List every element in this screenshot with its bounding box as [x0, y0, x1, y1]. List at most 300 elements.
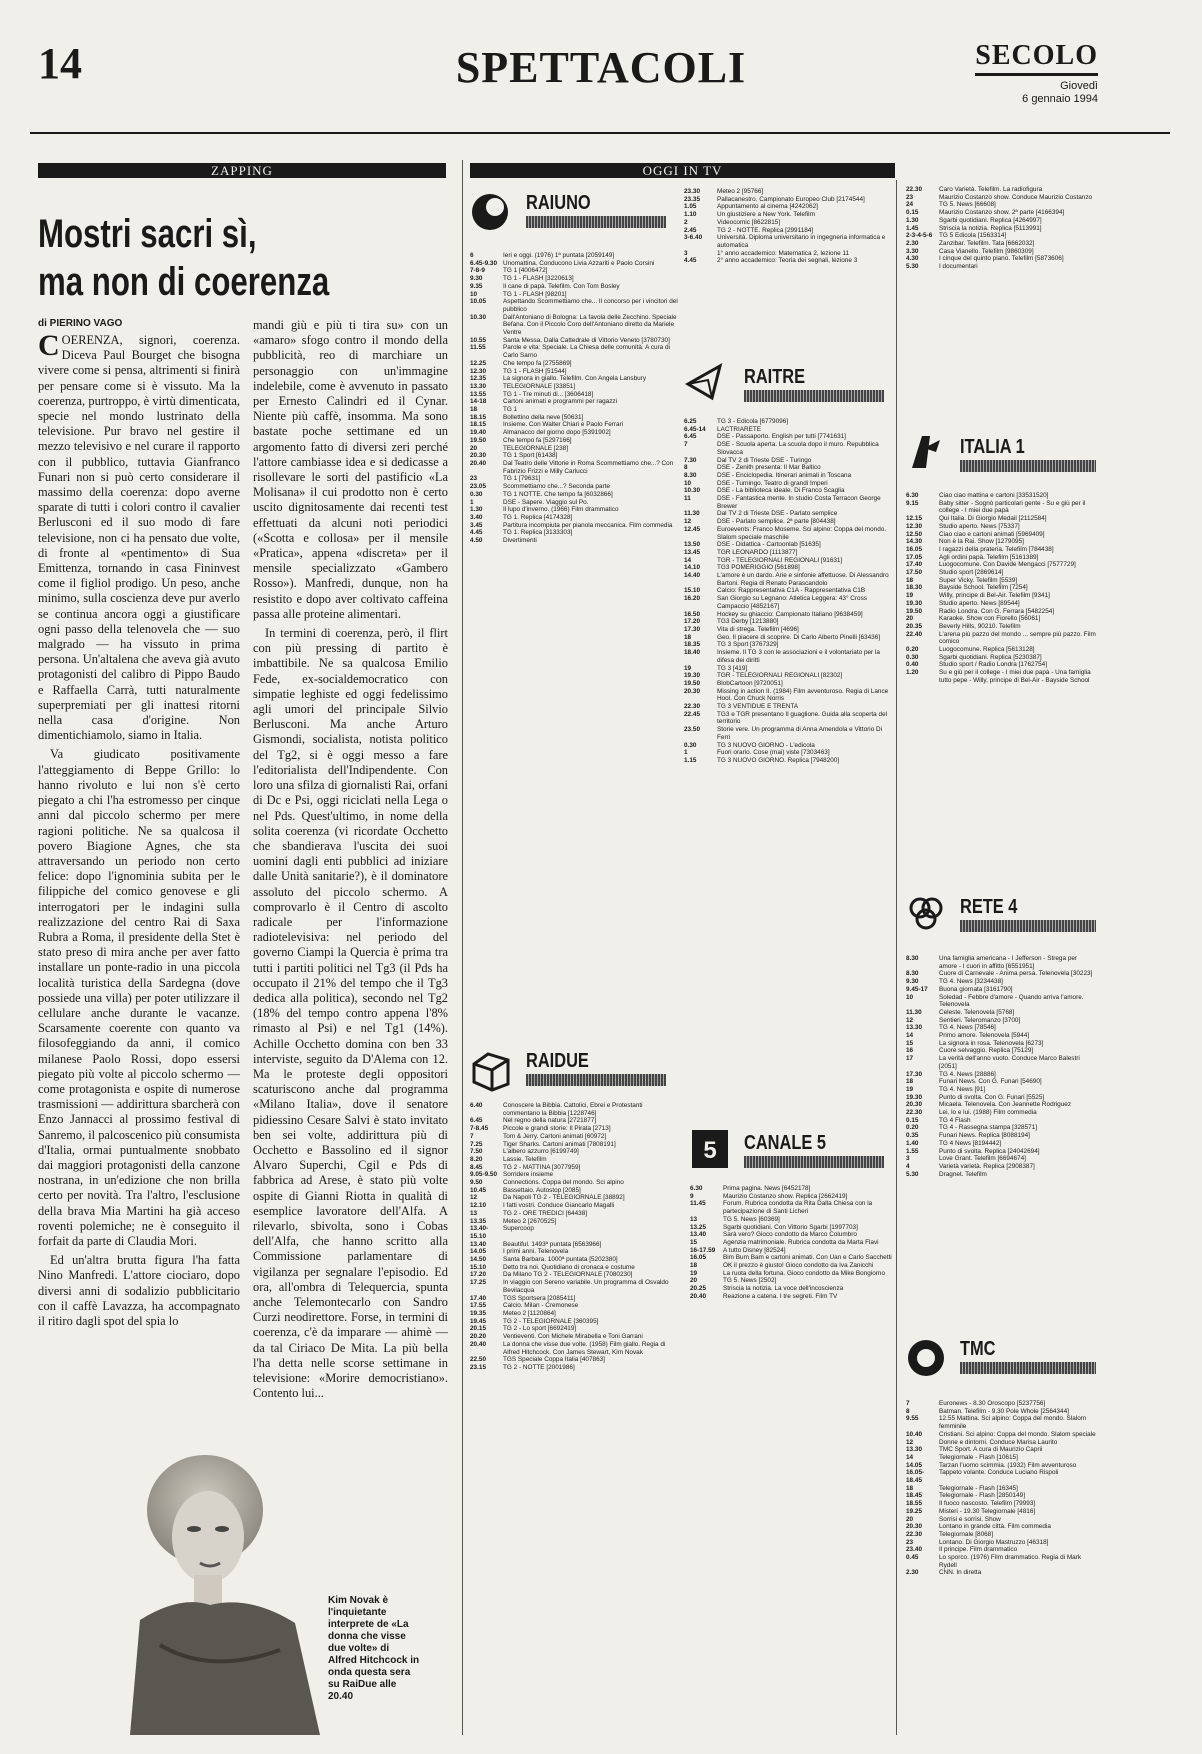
listing-time: 18.30: [906, 584, 922, 592]
listing-program: Funari News. Replica [8088194]: [939, 1132, 1030, 1140]
listing-program: TG 1: [503, 406, 518, 414]
listing-program: Vita di strega. Telefilm [4696]: [717, 625, 799, 633]
listing-entry: [684, 211, 892, 219]
listing-time: 16.20: [684, 595, 700, 603]
listing-entry: [684, 257, 892, 265]
listing-entry: [470, 1333, 680, 1341]
listing-program: I primi anni. Telenovela: [503, 1248, 569, 1256]
listing-program: Telegiornale - Flash [2850149]: [939, 1492, 1025, 1500]
listing-entry: [684, 641, 892, 649]
listing-time: 2: [684, 218, 688, 226]
listing-entry: [470, 429, 680, 437]
listing-entry: [690, 1277, 892, 1285]
listing-program: TG3 e TGR presentano Il guaglione. Guida alla scoperta del territorio: [717, 710, 888, 726]
listing-time: 6.45: [470, 1117, 483, 1125]
listing-program: TGR LEONARDO [1113877]: [717, 548, 798, 556]
listing-entry: [690, 1247, 892, 1255]
listing-entry: [470, 360, 680, 368]
listing-time: 20.30: [470, 452, 486, 460]
listing-time: 10.30: [684, 487, 700, 495]
listing-program: Tappeto volante. Conduce Luciano Rispoli: [939, 1469, 1059, 1477]
listing-entry: [906, 1462, 1096, 1470]
italia1-logo-icon: [906, 430, 946, 472]
listing-time: 16.05-18.45: [906, 1469, 925, 1485]
listing-entry: [684, 618, 892, 626]
listing-entry: [906, 1516, 1096, 1524]
tmc-title: TMC: [960, 1338, 996, 1360]
listing-program: Parole e vita: Speciale. La Chiesa delle comunità. A cura di Carlo Sarno: [503, 344, 670, 360]
listing-entry: [684, 626, 892, 634]
paragraph: mandi giù e più ti tira su» con un «amaro» sfogo contro il mondo della pubblicità, reo di marchiare un personaggio con un'immagine indelebile, come è avvenuto in passato per Ernesto Calindri ed il Cynar. Niente più caffè, insomma. Ma sono bastate poche settimane ed un argomento fatto di diversi zeri perché l'attore cambiasse idea e si dedicasse a risollevare le sorti del pastificio «La Molisana» il cui prodotto non è certo uscito dignitosamente dai recenti test effettuati da alcuni noti periodici («Scotta e collosa» per il mensile «Pratica», appena «discreta» per il mensile specializzato «Gambero Rosso»). Manfredi, dunque, non ha resistito e dopo aver coltivato caffeina passa alle proteine alimentari.: [253, 318, 448, 621]
listing-program: Dal TV 2 di Trieste DSE - Turingo: [717, 456, 812, 464]
listing-entry: [470, 1241, 680, 1249]
listing-entry: [906, 608, 1096, 616]
listing-time: 23: [906, 1538, 914, 1546]
listing-entry: [906, 186, 1096, 194]
listing-entry: [684, 541, 892, 549]
listing-entry: [906, 986, 1096, 994]
listing-entry: [906, 661, 1096, 669]
listing-program: TG 5. News [2502]: [723, 1277, 777, 1285]
listing-entry: [906, 584, 1096, 592]
listing-entry: [906, 994, 1096, 1009]
italia1-title: ITALIA 1: [960, 436, 1025, 458]
listing-program: Maurizio Costanzo show. 2ª parte [4166394]: [939, 209, 1065, 217]
listing-time: 17.30: [906, 1070, 922, 1078]
listing-entry: [470, 1271, 680, 1279]
listing-entry: [470, 1264, 680, 1272]
listing-program: OK il prezzo è giusto! Gioco condotto da Iva Zanicchi: [723, 1262, 874, 1270]
listing-program: DSE - Fantastica mente. In studio Costa Terracon George Brewer: [717, 495, 881, 510]
listing-entry: [906, 1132, 1096, 1140]
listing-program: Striscia la notizia. Replica [5113991]: [939, 224, 1042, 232]
listing-entry: [684, 557, 892, 565]
listing-time: 0.35: [906, 1132, 919, 1140]
listing-time: 19: [690, 1269, 698, 1277]
listing-program: Beverly Hills, 90210. Telefilm: [939, 622, 1021, 630]
listing-entry: [684, 203, 892, 211]
listing-time: 9.55: [906, 1415, 919, 1423]
listing-program: Micaela. Telenovela. Con Jeannette Rodriguez: [939, 1101, 1072, 1109]
listing-time: 16-17.59: [690, 1246, 716, 1254]
listing-program: Batman. Telefilm - 9.30 Pole Whole [2564344]: [939, 1407, 1069, 1415]
listing-entry: [470, 406, 680, 414]
listing-entry: [906, 546, 1096, 554]
listing-program: Donne e dintorni. Conduce Marisa Laurito: [939, 1438, 1058, 1446]
paragraph: Va giudicato positivamente l'atteggiamento di Beppe Grillo: lo hanno rivoluto e lui non s'è certo piegato a chi l'ha estromesso per cinque anni dal piccolo schermo per mere ragioni politiche. Ne sa qualcosa il povero Biagione Agnes, che sta attraversando un periodo non certo felice: dopo l'ignominia subita per le filippiche del comico genovese e gli interrogatori per le indagini sulla realizzazione del centro Rai di Saxa Rubra a Roma, il presidente della Stet è stato preso di mira anche per aver fatto installare un ponte-radio in una piccola località turistica della Sardegna (dove possiede una villa) per poter utilizzare il cellulare anche durante le vacanze. Scarsamente coerente con quanto va filosofeggiando da anni, il comico milanese Paolo Rossi, dopo essersi piegato più volte al piccolo schermo — come protagonista e ospite di numerose trasmissioni — addirittura sbarcherà con Enzo Jannacci al prossimo festival di Sanremo, il palcoscenico più consumista d'Italia, ormai puntualmente snobbato dai maggiori protagonisti della canzone nostrana, in un'edizione che non brilla certo per novità. Tra l'altro, l'esclusione della brava Mia Martini ha già acceso roventi polemiche; ne è conseguito il forfait da parte di Claudia Mori.: [38, 747, 240, 1248]
listing-time: 7-8-9: [470, 267, 485, 275]
listing-entry: [684, 464, 892, 472]
raidue-list: [470, 1102, 680, 1732]
section-title: SPETTACOLI: [455, 43, 747, 92]
listing-entry: [684, 433, 892, 441]
listing-program: BlobCartoon [9720051]: [717, 679, 783, 687]
listing-entry: [470, 1148, 680, 1156]
listing-program: Sorridere insieme: [503, 1171, 554, 1179]
raiuno-header: [470, 192, 591, 237]
listing-entry: [690, 1239, 892, 1247]
canale5-list: [690, 1185, 892, 1735]
listing-program: Love Grant. Telefilm [6694674]: [939, 1155, 1026, 1163]
listing-time: 11: [684, 495, 691, 503]
canale5-logo-icon: [690, 1128, 730, 1170]
listing-time: 0.30: [906, 653, 919, 661]
listing-program: Forum. Rubrica condotta da Rita Dalla Chiesa con la partecipazione di Santi Licheri: [723, 1200, 873, 1216]
listing-program: TG 2 - NOTTE. Replica [2991184]: [717, 226, 814, 234]
listing-program: San Giorgio su Legnano: Atletica Leggera: 43° Cross Campaccio [4852167]: [717, 595, 867, 610]
listing-time: 23.30: [684, 188, 700, 195]
listing-program: Soledad - Febbre d'amore - Quando arriva l'amore. Telenovela: [939, 993, 1084, 1009]
listing-program: LACTRIARETE: [717, 425, 762, 433]
listing-entry: [470, 1341, 680, 1356]
listing-program: TELEGIORNALE [33851]: [503, 382, 576, 390]
listing-time: 3.40: [470, 513, 483, 521]
listing-entry: [470, 1225, 680, 1240]
raitre-logo-icon: [684, 362, 724, 402]
raiuno-list: [470, 252, 680, 652]
listing-entry: [470, 314, 680, 337]
listing-program: 1° anno accademico: Matematica 2, lezione 11: [717, 249, 850, 257]
listing-time: 3.45: [470, 521, 483, 529]
listing-entry: [906, 1047, 1096, 1055]
listing-program: DSE - Passaporto. English per tutti [7741631]: [717, 433, 846, 441]
listing-entry: [906, 248, 1096, 256]
listing-time: 18.40: [684, 649, 700, 657]
listing-time: 18: [684, 633, 692, 641]
listing-time: 19.30: [684, 672, 700, 680]
listing-program: TG 4 News [8194442]: [939, 1139, 1002, 1147]
tmc-list: [906, 1400, 1096, 1735]
listing-time: 23.40: [906, 1546, 922, 1554]
listing-entry: [470, 499, 680, 507]
canale5-late-list: [906, 186, 1096, 412]
listing-entry: [470, 460, 680, 475]
listing-program: TG 4 - Rassegna stampa [328571]: [939, 1124, 1038, 1132]
listing-entry: [906, 1454, 1096, 1462]
listing-program: Celeste. Telenovela [5768]: [939, 1008, 1015, 1016]
listing-program: Sgarbi quotidiani. Replica [5230387]: [939, 653, 1042, 661]
listing-time: 18.15: [470, 421, 486, 429]
listing-entry: [684, 665, 892, 673]
listing-time: 12.25: [470, 359, 486, 367]
listing-time: 3-6.40: [684, 234, 703, 242]
listing-entry: [906, 1078, 1096, 1086]
listing-time: 14-18: [470, 398, 487, 406]
listing-time: 8.45: [470, 1163, 483, 1171]
listing-time: 10: [906, 993, 914, 1001]
listing-program: TG 2 - NOTTE [2001986]: [503, 1363, 575, 1371]
listing-program: Maurizio Costanzo show. Conduce Maurizio Costanzo: [939, 193, 1093, 201]
kim-novak-photo: [120, 1445, 330, 1735]
listing-entry: [470, 1141, 680, 1149]
listing-entry: [690, 1293, 892, 1301]
listing-time: 0.45: [906, 1554, 919, 1562]
listing-program: Unomattina. Conducono Livia Azzariti e Paolo Corsini: [503, 259, 655, 267]
listing-program: Fuori orario. Cose (mai) viste [7303463]: [717, 749, 830, 757]
listing-entry: [470, 1279, 680, 1294]
listing-program: Agli ordini papà. Telefilm [5161389]: [939, 553, 1039, 561]
listing-time: 23.50: [684, 726, 700, 734]
listing-time: 20.40: [470, 1340, 486, 1348]
listing-program: Tom & Jerry. Cartoni animati [60972]: [503, 1132, 607, 1140]
listing-time: 14: [906, 1453, 914, 1461]
listing-time: 24: [906, 201, 914, 209]
headline: [38, 210, 366, 306]
listing-time: 20: [470, 444, 478, 452]
raidue-title: RAIDUE: [526, 1050, 589, 1072]
listing-entry: [684, 749, 892, 757]
listing-program: Casa Vianello. Telefilm [9860309]: [939, 247, 1034, 255]
listing-program: TG 4. News [91]: [939, 1085, 986, 1093]
listing-entry: [470, 1325, 680, 1333]
listing-entry: [470, 1125, 680, 1133]
listing-program: TELEGIORNALE [238]: [503, 444, 568, 452]
listing-time: 9.30: [470, 275, 483, 283]
listing-time: 8.20: [470, 1155, 483, 1163]
listing-entry: [684, 572, 892, 587]
listing-program: 2° anno accademico: Teoria dei segnali, lezione 3: [717, 257, 858, 265]
tmc-header: [906, 1338, 996, 1383]
listing-entry: [470, 421, 680, 429]
listing-time: 20: [906, 615, 914, 623]
listing-time: 12.30: [470, 367, 486, 375]
masthead: [975, 40, 1098, 106]
listing-program: TG 3 [419]: [717, 664, 748, 672]
listing-program: Un giustiziere a New York. Telefilm: [717, 211, 815, 219]
listing-program: Dal TV 2 di Trieste DSE - Parlato semplice: [717, 510, 838, 518]
listing-entry: [684, 549, 892, 557]
listing-program: TG3 Derby [1213880]: [717, 618, 779, 626]
listing-entry: [684, 426, 892, 434]
listing-entry: [906, 515, 1096, 523]
listing-program: Cuore di Carnevale - Anima persa. Telenovela [30223]: [939, 970, 1093, 978]
listing-entry: [470, 1302, 680, 1310]
listing-program: TG 1. Replica [3133303]: [503, 529, 573, 537]
listing-program: Primo amore. Telenovela [5944]: [939, 1032, 1030, 1040]
listing-time: 7: [906, 1400, 910, 1407]
listing-program: TG 3 - Edicola [6779096]: [717, 418, 789, 425]
listing-program: DSE - Parlato semplice. 2ª parte [804438]: [717, 518, 836, 526]
listing-entry: [906, 970, 1096, 978]
listing-entry: [470, 1179, 680, 1187]
listing-time: 12.45: [684, 525, 700, 533]
listing-entry: [906, 1569, 1096, 1577]
listing-time: 22.30: [906, 1109, 922, 1117]
listing-time: 19: [684, 664, 692, 672]
listing-time: 14: [684, 556, 692, 564]
listing-program: CNN. In diretta: [939, 1569, 982, 1577]
listing-entry: [690, 1231, 892, 1239]
listing-entry: [906, 225, 1096, 233]
listing-entry: [470, 1102, 680, 1117]
listing-time: 0.15: [906, 1116, 919, 1124]
listing-program: DSE - Zenith presenta: Il Mar Baltico: [717, 464, 821, 472]
listing-time: 0.40: [906, 661, 919, 669]
listing-time: 17.55: [470, 1302, 486, 1310]
listing-program: Cuore selvaggio. Replica [75129]: [939, 1047, 1034, 1055]
listing-program: Agenzia matrimoniale. Rubrica condotta da Marta Flavi: [723, 1238, 879, 1246]
listing-time: 15.10: [470, 1263, 486, 1271]
article-column-2: [253, 318, 448, 1433]
listing-time: 1: [470, 498, 474, 506]
listing-entry: [906, 1523, 1096, 1531]
listing-time: 20: [906, 1515, 914, 1523]
listing-program: Connections. Coppa del mondo. Sci alpino: [503, 1179, 624, 1187]
listing-program: Luogocomune. Replica [5613128]: [939, 646, 1035, 654]
listing-time: 4.45: [684, 257, 697, 265]
raidue-logo-icon: [470, 1050, 512, 1092]
listing-program: Zanzibar. Telefilm. Tata [6662032]: [939, 239, 1035, 247]
listing-program: DSE - Didattica - Cartoonlab [51635]: [717, 541, 821, 549]
listing-time: 9: [690, 1192, 694, 1200]
listing-time: 6.25: [684, 418, 697, 425]
listing-time: 14.05: [906, 1461, 922, 1469]
listing-program: Videocomic [8622815]: [717, 218, 781, 226]
listing-time: 10: [470, 290, 478, 298]
listing-program: Bollettino della neve [50631]: [503, 413, 584, 421]
listing-program: La verità dell'anno vuoto. Conduce Marco Balestri [2051]: [939, 1055, 1080, 1070]
listing-time: 20.40: [470, 459, 486, 467]
listing-program: TGS Sportsera [2085411]: [503, 1294, 576, 1302]
listing-entry: [906, 194, 1096, 202]
listing-entry: [906, 561, 1096, 569]
listing-time: 1.30: [470, 506, 483, 514]
listing-time: 7: [470, 1132, 474, 1140]
listing-entry: [470, 1218, 680, 1226]
listing-time: 20.25: [690, 1285, 706, 1293]
listing-entry: [470, 1117, 680, 1125]
listing-time: 7-8.45: [470, 1125, 489, 1133]
listing-time: 11.55: [470, 344, 486, 352]
raiuno-logo-icon: [470, 192, 510, 232]
listing-time: 23.05: [470, 483, 486, 491]
listing-time: 5.30: [906, 263, 919, 271]
listing-program: Hockey su ghiaccio: Campionato Italiano [9638459]: [717, 610, 863, 618]
listing-program: Almanacco del giorno dopo [5391902]: [503, 429, 611, 437]
listing-program: Dal Teatro delle Vittorie in Roma Scommettiamo che...? Con Fabrizio Frizzi e Milly Carlucci: [503, 459, 674, 475]
listing-program: Misteri - 19.30 Telegiornale [4816]: [939, 1507, 1036, 1515]
listing-entry: [470, 514, 680, 522]
listing-program: La ruota della fortuna. Gioco condotto da Mike Bongiorno: [723, 1269, 886, 1277]
listing-entry: [684, 518, 892, 526]
listing-entry: [684, 480, 892, 488]
listing-program: Telegiornale [8068]: [939, 1530, 994, 1538]
listing-program: Funari News. Con G. Funari [54690]: [939, 1078, 1042, 1086]
listing-entry: [470, 291, 680, 299]
listing-program: Pallacanestro. Campionato Europeo Club [2174544]: [717, 195, 865, 203]
listing-entry: [470, 414, 680, 422]
listing-program: Storie vere. Un programma di Anna Amendola e Vittorio Di Ferri: [717, 726, 883, 741]
listing-entry: [906, 1492, 1096, 1500]
listing-entry: [470, 506, 680, 514]
listing-entry: [906, 1109, 1096, 1117]
listing-entry: [684, 487, 892, 495]
listing-time: 15: [906, 1039, 914, 1047]
listing-program: Sarà vero? Gioco condotto da Marco Columbro: [723, 1231, 857, 1239]
listing-program: Supercoop: [503, 1225, 534, 1233]
listing-program: Non è la Rai. Show [1279095]: [939, 538, 1024, 546]
listing-time: 18: [906, 576, 914, 584]
listing-entry: [906, 1469, 1096, 1484]
listing-entry: [470, 1310, 680, 1318]
listing-program: Studio sport [2869614]: [939, 569, 1004, 577]
byline: di PIERINO VAGO: [38, 318, 123, 329]
listing-time: 6.30: [690, 1185, 703, 1192]
listing-time: 9.05-9.50: [470, 1171, 498, 1179]
listing-program: TG 1 [79631]: [503, 475, 541, 483]
listing-program: Prima pagina. News [6452178]: [723, 1185, 811, 1192]
listing-program: Lassie. Telefilm: [503, 1155, 547, 1163]
listing-entry: [470, 337, 680, 345]
listing-entry: [906, 255, 1096, 263]
listing-program: Missing in action II. (1984) Film avventuroso. Regia di Lance Hool. Con Chuck Norris: [717, 687, 889, 703]
listing-program: Geo. Il piacere di scoprire. Di Carlo Alberto Pinelli [63436]: [717, 633, 881, 641]
listing-entry: [684, 680, 892, 688]
listing-program: Meteo 2 [1120864]: [503, 1309, 556, 1317]
listing-entry: [906, 1124, 1096, 1132]
listing-entry: [470, 1248, 680, 1256]
listing-time: 1.45: [906, 224, 919, 232]
listing-entry: [470, 1295, 680, 1303]
listing-time: 6.40: [470, 1102, 483, 1109]
listing-time: 14.40: [684, 572, 700, 580]
listing-program: TG 1 [4006472]: [503, 267, 548, 275]
listing-program: DSE - Turningo. Teatro di grandi Imperi: [717, 479, 828, 487]
listing-program: TG 2 - ORE TREDICI [64438]: [503, 1209, 588, 1217]
listing-time: 22.30: [684, 703, 700, 711]
listing-program: Studio aperto. News [75337]: [939, 522, 1020, 530]
listing-time: 12.50: [906, 530, 922, 538]
listing-program: TG 2 - TELEGIORNALE [360395]: [503, 1317, 599, 1325]
listing-program: Ciao ciao e cartoni animati [5969409]: [939, 530, 1045, 538]
italia1-list: [906, 492, 1096, 884]
listing-program: TG 2 - MATTINA [3077959]: [503, 1163, 581, 1171]
listing-time: 3.30: [906, 247, 919, 255]
listing-time: 22.40: [906, 630, 922, 638]
listing-time: 8.30: [906, 970, 919, 978]
listing-program: Appuntamento al cinema [4242062]: [717, 203, 818, 211]
listing-time: 23.15: [470, 1363, 486, 1371]
listing-time: 9.15: [906, 499, 919, 507]
listing-entry: [690, 1216, 892, 1224]
canale5-header: [690, 1128, 827, 1175]
listing-program: TG 3 VENTIDUE E TRENTA: [717, 703, 799, 711]
listing-time: 7.50: [470, 1148, 483, 1156]
listing-entry: [906, 523, 1096, 531]
listing-program: Super Vicky. Telefilm [5539]: [939, 576, 1018, 584]
listing-time: 17.20: [470, 1271, 486, 1279]
listing-entry: [470, 1171, 680, 1179]
listing-time: 10.30: [470, 313, 486, 321]
listing-program: Aspettando Scommettiamo che... Il concorso per i vincitori del pubblico: [503, 298, 678, 313]
listing-time: 18.45: [906, 1492, 922, 1500]
listing-program: TG 1 - FLASH [51544]: [503, 367, 567, 375]
listing-time: 1.40: [906, 1139, 919, 1147]
listing-entry: [470, 344, 680, 359]
listing-entry: [906, 240, 1096, 248]
listing-program: Reazione a catena. I tre segreti. Film TV: [723, 1292, 838, 1300]
listing-program: DSE - Enciclopedia. Itinerari animali in Toscana: [717, 471, 852, 479]
listing-entry: [684, 611, 892, 619]
listing-time: 20.30: [906, 1523, 922, 1531]
listing-entry: [906, 1485, 1096, 1493]
listing-program: TGS Speciale Coppa Italia [407863]: [503, 1356, 605, 1364]
listing-time: 14.05: [470, 1248, 486, 1256]
listing-entry: [906, 1546, 1096, 1554]
listing-time: 12.15: [906, 515, 922, 523]
listing-program: Sorrisi e sorrisi. Show: [939, 1515, 1001, 1523]
listing-program: TG 5. News [60369]: [723, 1215, 780, 1223]
